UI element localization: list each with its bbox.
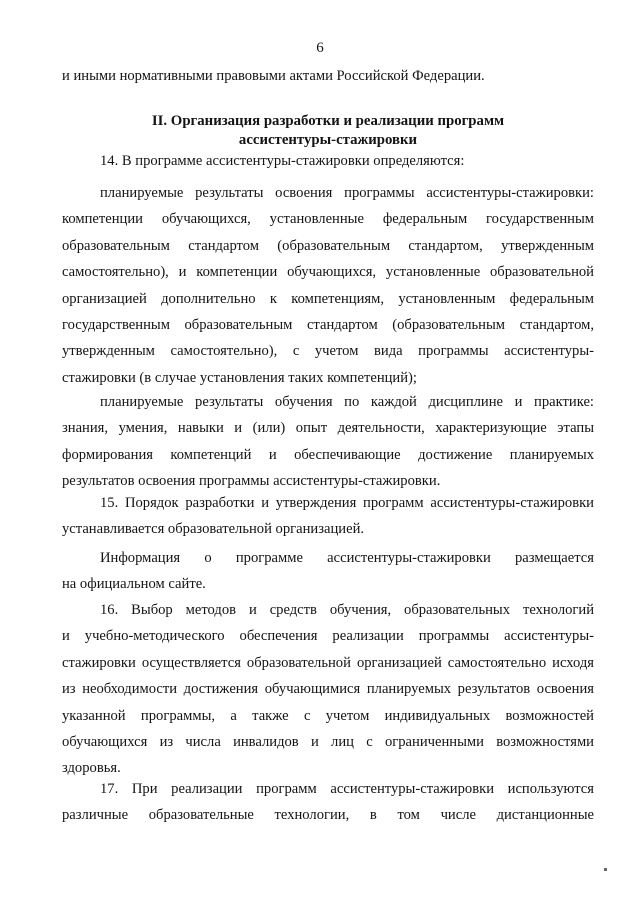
- text-line: компетенции обучающихся, установленные федеральным государственным: [62, 211, 594, 228]
- paragraph-15: [62, 490, 594, 543]
- text-line: и иными нормативными правовыми актами Российской Федерации.: [62, 68, 485, 84]
- text-line: 14. В программе ассистентуры-стажировки определяются:: [100, 153, 465, 169]
- text-line: государственным образовательным стандартом (образовательным стандартом,: [62, 317, 594, 334]
- paragraph-14: [62, 148, 594, 174]
- text-line: самостоятельно), и компетенции обучающихся, установленные образовательной: [62, 264, 594, 281]
- text-line: на официальном сайте.: [62, 576, 206, 593]
- scan-mark: [604, 868, 607, 871]
- text-line: стажировки (в случае установления таких компетенций);: [62, 369, 417, 386]
- text-line: устанавливается образовательной организацией.: [62, 521, 365, 538]
- intro-paragraph: [62, 63, 594, 89]
- text-line: 15. Порядок разработки и утверждения программ ассистентуры-стажировки: [100, 495, 594, 511]
- text-line: здоровья.: [62, 760, 121, 777]
- text-line: различные образовательные технологии, в том числе дистанционные: [62, 807, 594, 824]
- heading-line: II. Организация разработки и реализации программ: [151, 113, 505, 129]
- text-line: из необходимости достижения обучающимися планируемых результатов освоения: [62, 681, 594, 698]
- text-line: стажировки осуществляется образовательной организацией самостоятельно исходя: [62, 654, 594, 671]
- text-line: образовательным стандартом (образовательным стандартом, утвержденным: [62, 237, 594, 254]
- paragraph-14-learning-outcomes: [62, 180, 594, 391]
- paragraph-16: [62, 597, 594, 782]
- section-heading: [62, 112, 594, 150]
- text-line: и учебно-методического обеспечения реализации программы ассистентуры-: [62, 628, 594, 645]
- heading-line: ассистентуры-стажировки: [238, 132, 418, 148]
- text-line: результатов освоения программы ассистентуры-стажировки.: [62, 473, 441, 490]
- page-number: 6: [316, 40, 324, 56]
- paragraph-17: [62, 776, 594, 829]
- text-line: формирования компетенций и обеспечивающие достижение планируемых: [62, 446, 594, 463]
- text-line: 17. При реализации программ ассистентуры-стажировки используются: [100, 781, 594, 797]
- text-line: знания, умения, навыки и (или) опыт деятельности, характеризующие этапы: [62, 420, 594, 437]
- text-line: организацией дополнительно к компетенциям, установленным федеральным: [62, 290, 594, 307]
- text-line: обучающихся из числа инвалидов и лиц с ограниченными возможностями: [62, 734, 594, 751]
- text-line: планируемые результаты освоения программы ассистентуры-стажировки:: [100, 185, 594, 201]
- text-line: указанной программы, а также с учетом индивидуальных возможностей: [62, 707, 594, 724]
- text-line: Информация о программе ассистентуры-стажировки размещается: [100, 550, 594, 566]
- paragraph-14-learning-results: [62, 389, 594, 495]
- text-line: планируемые результаты обучения по каждой дисциплине и практике:: [100, 394, 594, 410]
- text-line: 16. Выбор методов и средств обучения, образовательных технологий: [100, 602, 594, 618]
- text-line: утвержденным самостоятельно), с учетом вида программы ассистентуры-: [62, 343, 594, 360]
- paragraph-15-information: [62, 545, 594, 598]
